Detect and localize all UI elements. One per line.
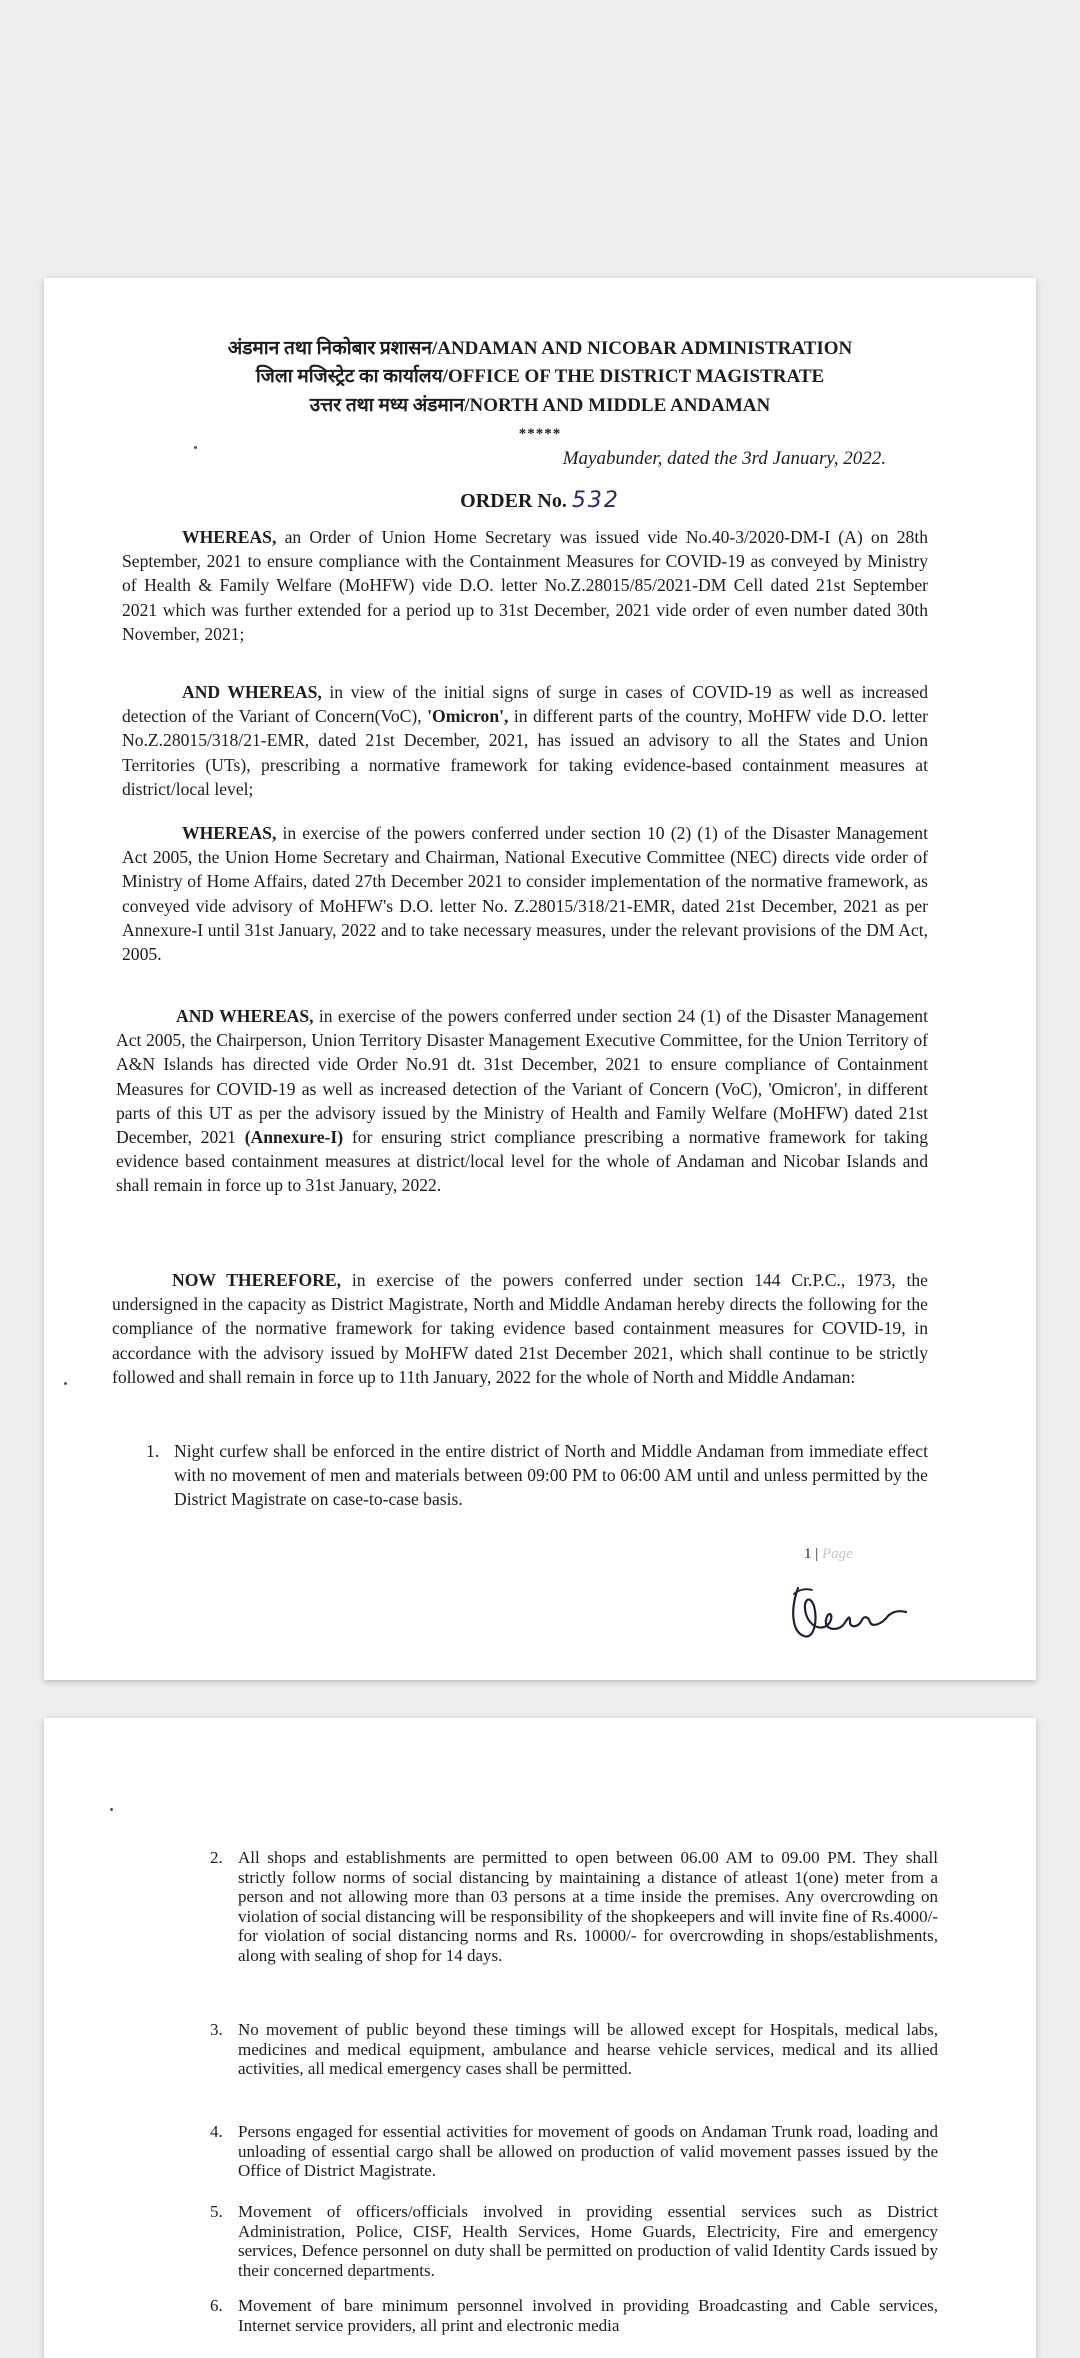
header-line-3: उत्तर तथा मध्य अंडमान/NORTH AND MIDDLE ANDAMAN: [309, 395, 771, 416]
directive-item-6: [210, 2296, 938, 2335]
page-number-value: 1 |: [804, 1546, 819, 1562]
header-line-2: जिला मजिस्ट्रेट का कार्यालय/OFFICE OF THE DISTRICT MAGISTRATE: [255, 366, 825, 387]
item-number: 4.: [210, 2122, 223, 2141]
document-page-1: [44, 278, 1036, 1680]
item-number: 3.: [210, 2020, 223, 2039]
paragraph-lead: AND WHEREAS,: [176, 1006, 314, 1026]
item-text: All shops and establishments are permitted to open between 06.00 AM to 09.00 PM. They shall strictly follow norms of social distancing by maintaining a distance of atleast 1(one) meter from a person and not allowing more than 03 persons at a time inside the premises. Any overcrowding on violation of social distancing will be responsibility of the shopkeepers and will invite fine of Rs.4000/- for violation of social distancing norms and Rs. 10000/- for overcrowding in shops/establishments, along with sealing of shop for 14 days.: [238, 1848, 938, 1965]
item-text: Persons engaged for essential activities for movement of goods on Andaman Trunk road, loading and unloading of essential cargo shall be allowed on production of valid movement passes issued by the Office of District Magistrate.: [238, 2122, 938, 2181]
paragraph-text: for ensuring strict compliance prescribing a normative framework for taking evidence based containment measures at district/local level for the whole of Andaman and Nicobar Islands and shall remain in force up to 31st January, 2022.: [116, 1127, 928, 1196]
item-number: 2.: [210, 1848, 223, 1867]
paragraph-lead: AND WHEREAS,: [182, 682, 322, 702]
directive-item-4: [210, 2122, 938, 2181]
directive-item-1: [146, 1439, 928, 1512]
paragraph-and-whereas-1: [122, 680, 928, 801]
paragraph-text: in exercise of the powers conferred under section 10 (2) (1) of the Disaster Management Act 2005, the Union Home Secretary and Chairman, National Executive Committee (NEC) directs vide order of Ministry of Home Affairs, dated 27th December 2021 to consider implementation of the normative framework, as conveyed vide advisory of MoHFW's D.O. letter No. Z.28015/318/21-EMR, dated 21st December, 2021 as per Annexure-I until 31st January, 2022 and to take necessary measures, under the relevant provisions of the DM Act, 2005.: [122, 823, 928, 965]
item-number: 5.: [210, 2202, 223, 2221]
paragraph-text: in exercise of the powers conferred under section 144 Cr.P.C., 1973, the undersigned in the capacity as District Magistrate, North and Middle Andaman hereby directs the following for the compliance of the normative framework for taking evidence based containment measures for COVID-19, in accordance with the advisory issued by MoHFW dated 21st December 2021, which shall continue to be strictly followed and shall remain in force up to 11th January, 2022 for the whole of North and Middle Andaman:: [112, 1270, 928, 1387]
item-text: Night curfew shall be enforced in the entire district of North and Middle Andaman from immediate effect with no movement of men and materials between 09:00 PM to 06:00 AM until and unless permitted by the District Magistrate on case-to-case basis.: [174, 1441, 928, 1510]
paragraph-text: in different parts of the country, MoHFW vide D.O. letter No.Z.28015/318/21-EMR, dated 21st December, 2021, has issued an advisory to all the States and Union Territories (UTs), prescribing a normative framework for taking evidence-based containment measures at district/local level;: [122, 706, 928, 799]
directive-item-5: [210, 2202, 938, 2280]
order-number: 532: [571, 488, 620, 513]
document-page-2: [44, 1718, 1036, 2358]
scan-speck: [194, 446, 197, 449]
item-text: Movement of bare minimum personnel involved in providing Broadcasting and Cable services, Internet service providers, all print and electronic media: [238, 2296, 938, 2335]
item-text: Movement of officers/officials involved in providing essential services such as District Administration, Police, CISF, Health Services, Home Guards, Electricity, Fire and emergency services, Defence personnel on duty shall be permitted on production of valid Identity Cards issued by their concerned departments.: [238, 2202, 938, 2280]
signature-scrawl: [784, 1570, 914, 1650]
dateline: Mayabunder, dated the 3rd January, 2022.: [562, 448, 886, 469]
paragraph-lead: WHEREAS,: [182, 527, 277, 547]
item-text: No movement of public beyond these timings will be allowed except for Hospitals, medical labs, medicines and medical equipment, ambulance and hearse vehicle services, medical and its allied activities, all medical emergency cases shall be permitted.: [238, 2020, 938, 2079]
paragraph-whereas-1: [122, 525, 928, 646]
header-stars: *****: [518, 426, 562, 442]
page-number: [804, 1546, 853, 1563]
omicron-highlight: 'Omicron',: [427, 706, 509, 727]
directive-item-2: [210, 1848, 938, 1966]
paragraph-lead: NOW THEREFORE,: [172, 1270, 342, 1290]
paragraph-lead: WHEREAS,: [182, 823, 277, 843]
item-number: 1.: [146, 1441, 160, 1461]
paragraph-text: in exercise of the powers conferred under section 24 (1) of the Disaster Management Act 2005, the Chairperson, Union Territory Disaster Management Executive Committee, for the Union Territory of A&N Islands has directed vide Order No.91 dt. 31st December, 2021 to ensure compliance of Containment Measures for COVID-19 as well as increased detection of the Variant of Concern (VoC), 'Omicron', in different parts of this UT as per the advisory issued by the Ministry of Health and Family Welfare (MoHFW) dated 21st December, 2021: [116, 1006, 928, 1148]
order-label: ORDER No.: [460, 490, 567, 512]
paragraph-and-whereas-2: [116, 1004, 928, 1198]
paragraph-whereas-2: [122, 821, 928, 966]
annexure-reference: (Annexure-I): [244, 1127, 344, 1148]
paragraph-now-therefore: [112, 1268, 928, 1389]
header-line-1: अंडमान तथा निकोबार प्रशासन/ANDAMAN AND NICOBAR ADMINISTRATION: [227, 338, 853, 359]
page-word: Page: [822, 1546, 853, 1562]
directive-item-3: [210, 2020, 938, 2079]
paragraph-text: an Order of Union Home Secretary was issued vide No.40-3/2020-DM-I (A) on 28th September, 2021 to ensure compliance with the Containment Measures for COVID-19 as conveyed by Ministry of Health & Family Welfare (MoHFW) vide D.O. letter No.Z.28015/85/2021-DM Cell dated 21st September 2021 which was further extended for a period up to 31st December, 2021 vide order of even number dated 30th November, 2021;: [122, 527, 929, 644]
scan-speck: [64, 1382, 67, 1385]
order-title: [44, 488, 1036, 513]
paragraph-text: in view of the initial signs of surge in cases of COVID-19 as well as increased detection of the Variant of Concern(VoC),: [122, 682, 928, 727]
scan-speck: [110, 1808, 113, 1811]
item-number: 6.: [210, 2296, 223, 2315]
